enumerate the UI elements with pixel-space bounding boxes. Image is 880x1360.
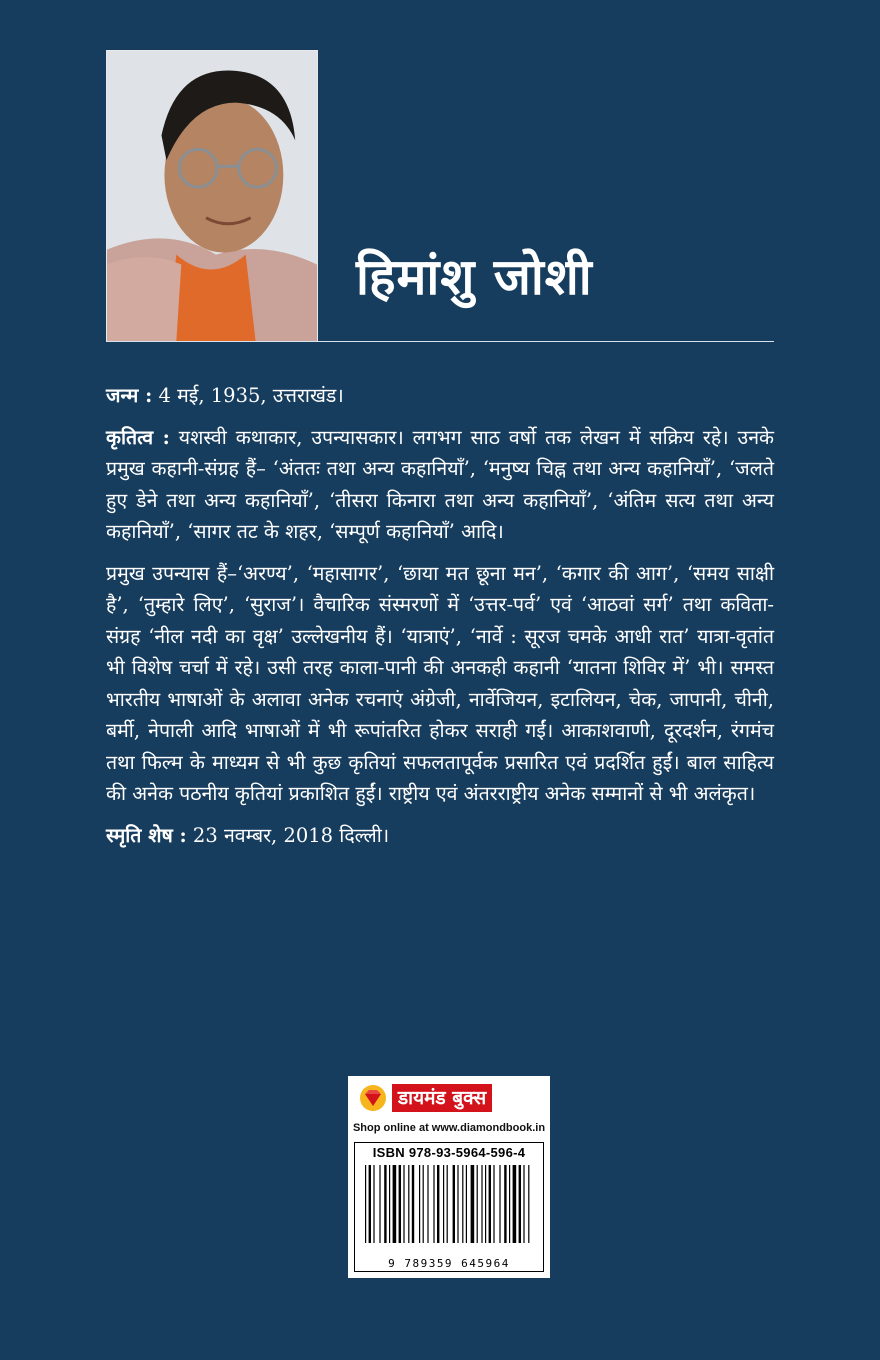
diamond-icon — [358, 1084, 388, 1112]
isbn-number: ISBN 978-93-5964-596-4 — [372, 1145, 526, 1160]
author-photo — [106, 50, 318, 342]
author-portrait-illustration — [107, 51, 317, 341]
publisher-name: डायमंड बुक्स — [392, 1084, 492, 1112]
death-line — [106, 820, 774, 852]
barcode-digits: 9 789359 645964 — [388, 1257, 510, 1270]
novels-paragraph: प्रमुख उपन्यास हैं–‘अरण्य’, ‘महासागर’, ‘छाया मत छूना मन’, ‘कगार की आग’, ‘समय साक्षी है’, ‘तुम्हारे लिए’, ‘सुराज’। वैचारिक संस्मरणों में ‘उत्तर-पर्व’ एवं ‘आठवां सर्ग’ तथा कविता-संग्रह ‘नील नदी का वृक्ष’ उल्लेखनीय हैं। ‘यात्राएं’, ‘नार्वे : सूरज चमके आधी रात’ यात्रा-वृतांत भी विशेष चर्चा में रहे। उसी तरह काला-पानी की अनकही कहानी ‘यातना शिविर में’ भी। समस्त भारतीय भाषाओं के अलावा अनेक रचनाएं अंग्रेजी, नार्वेजियन, इटालियन, चेक, जापानी, चीनी, बर्मी, नेपाली आदि भाषाओं में भी रूपांतरित होकर सराही गईं। आकाशवाणी, दूरदर्शन, रंगमंच तथा फिल्म के माध्यम से भी कुछ कृतियां सफलतापूर्वक प्रसारित एवं प्रदर्शित हुईं। बाल साहित्य की अनेक पठनीय कृतियां प्रकाशित हुईं। राष्ट्रीय एवं अंतरराष्ट्रीय अनेक सम्मानों से भी अलंकृत। — [106, 561, 774, 805]
publisher-logo — [358, 1084, 492, 1112]
isbn-block — [354, 1142, 544, 1272]
author-name: हिमांशु जोशी — [356, 248, 593, 306]
works-label: कृतित्व : — [106, 425, 170, 449]
death-value: 23 नवम्बर, 2018 दिल्ली। — [186, 823, 390, 847]
birth-label: जन्म : — [106, 384, 153, 407]
works-value: यशस्वी कथाकार, उपन्यासकार। लगभग साठ वर्षो तक लेखन में सक्रिय रहे। उनके प्रमुख कहानी-संग्रह हैं– ‘अंततः तथा अन्य कहानियाँ’, ‘मनुष्य चिह्न तथा अन्य कहानियाँ’, ‘जलते हुए डेने तथा अन्य कहानियाँ’, ‘तीसरा किनारा तथा अन्य कहानियाँ’, ‘अंतिम सत्य तथा अन्य कहानियाँ’, ‘सागर तट के शहर, ‘सम्पूर्ण कहानियाँ’ आदि। — [106, 425, 775, 543]
publisher-box — [348, 1076, 550, 1278]
barcode — [363, 1165, 535, 1257]
birth-line — [106, 380, 774, 412]
title-divider — [106, 341, 774, 342]
birth-value: 4 मई, 1935, उत्तराखंड। — [152, 384, 344, 407]
author-bio — [106, 380, 774, 861]
shop-url: Shop online at www.diamondbook.in — [352, 1122, 546, 1134]
death-label: स्मृति शेष : — [106, 823, 187, 847]
works-paragraph — [106, 422, 774, 548]
